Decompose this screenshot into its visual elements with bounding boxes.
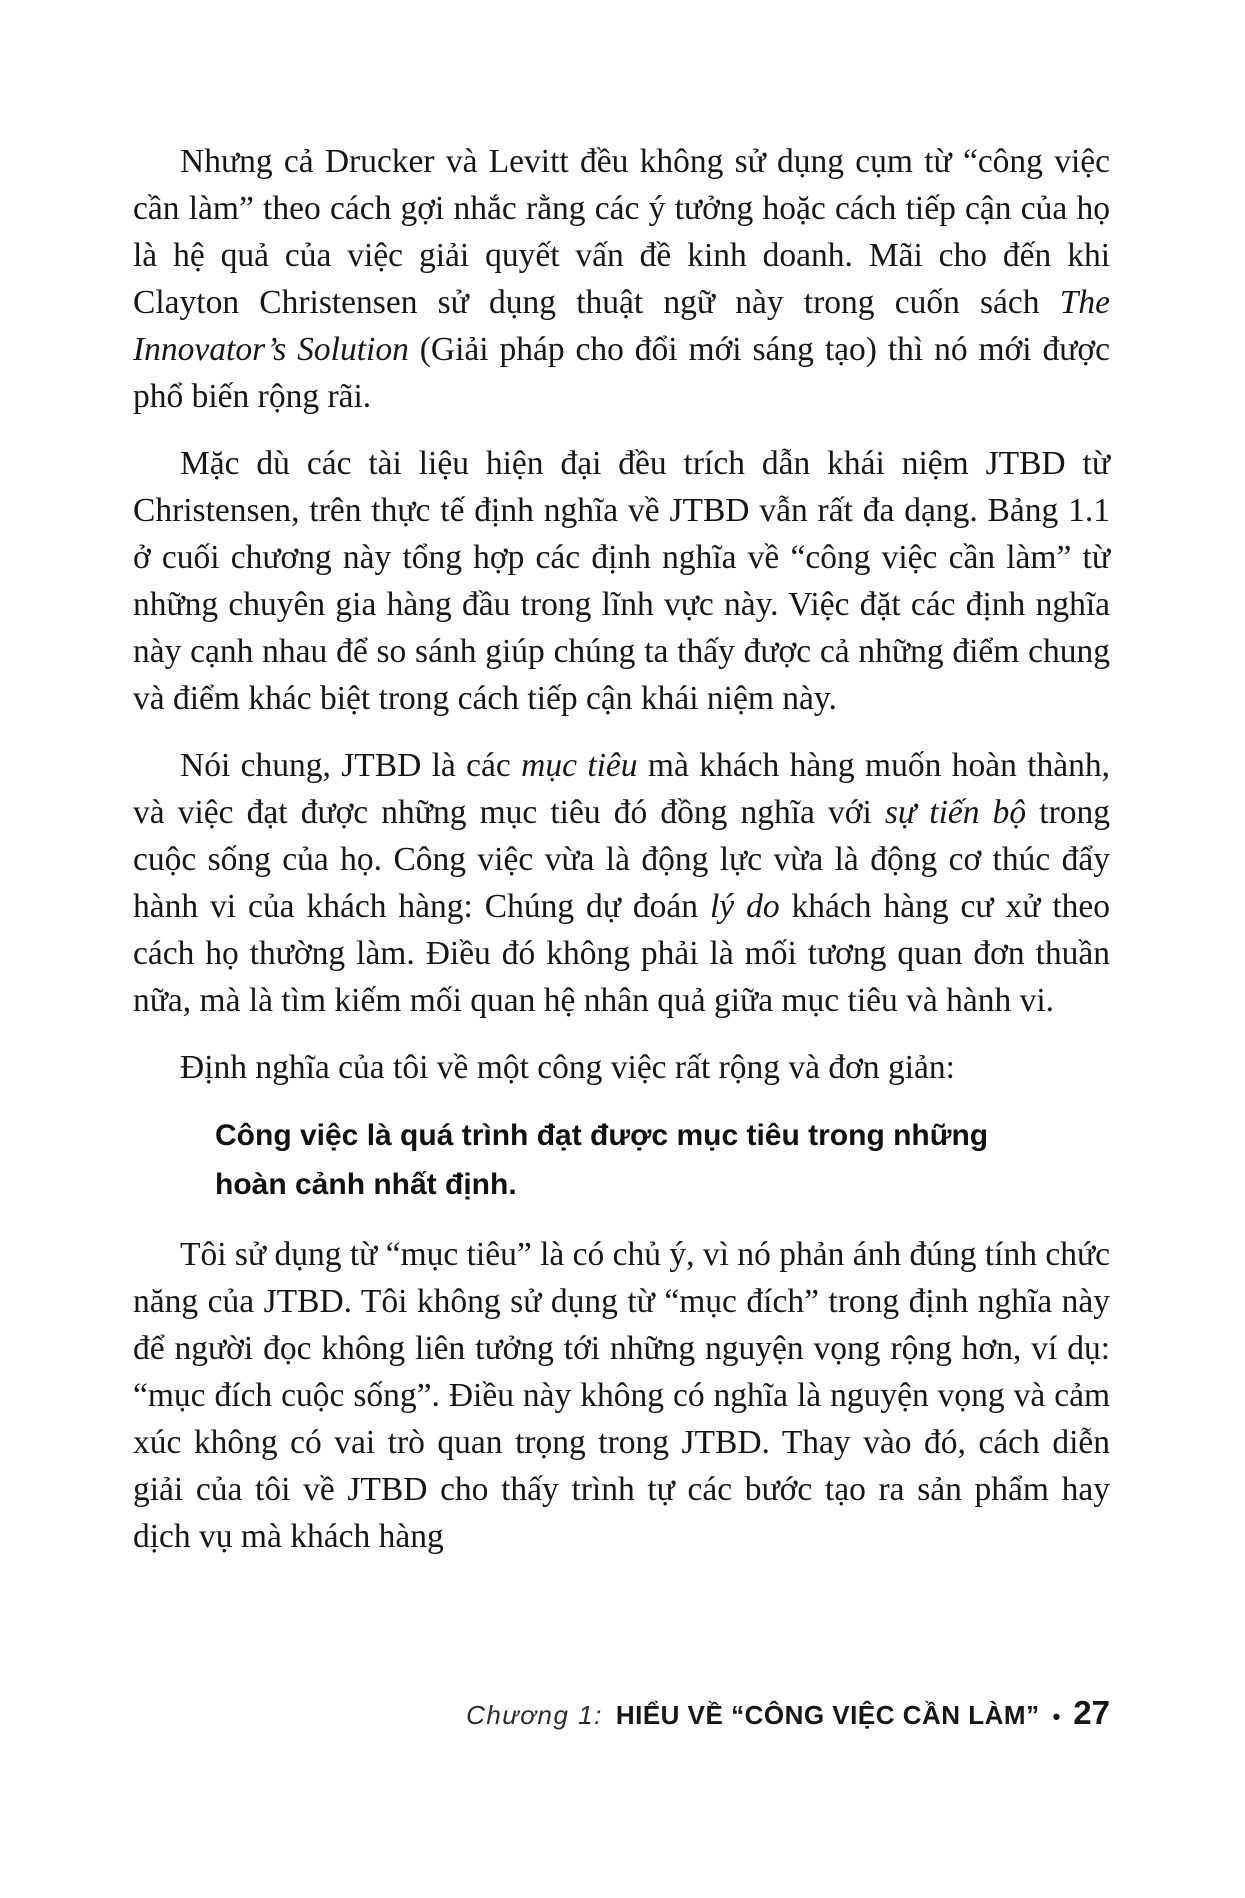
text-segment: mục tiêu (521, 747, 638, 784)
text-segment: Công việc là quá trình đạt được mục tiêu trong những hoàn cảnh nhất định. (215, 1119, 989, 1201)
paragraph-jtbd-goals (133, 742, 1110, 1024)
page-number: 27 (1073, 1694, 1110, 1731)
text-segment: Nói chung, JTBD là các (180, 747, 522, 784)
text-segment: Nhưng cả Drucker và Levitt đều không sử dụng cụm từ “công việc cần làm” theo cách gợi nhắc rằng các ý tưởng hoặc cách tiếp cận của họ là hệ quả của việc giải quyết vấn đề kinh doanh. Mãi cho đến khi Clayton Christensen sử dụng thuật ngữ này trong cuốn sách (133, 143, 1110, 321)
bullet-separator: • (1052, 1704, 1061, 1729)
definition-quote-block (215, 1111, 1020, 1209)
text-segment: The Innovator’s Solution (133, 284, 1110, 368)
paragraph-muc-tieu-explanation (133, 1231, 1110, 1560)
page-footer (466, 1694, 1110, 1732)
paragraph-definition-intro (133, 1044, 1110, 1091)
page-body-text (133, 138, 1110, 1580)
text-segment: khách hàng cư xử theo cách họ thường làm. Điều đó không phải là mối tương quan đơn thuần nữa, mà là tìm kiếm mối quan hệ nhân quả giữa mục tiêu và hành vi. (133, 888, 1111, 1019)
text-segment: mà khách hàng muốn hoàn thành, và việc đạt được những mục tiêu đó đồng nghĩa với (133, 747, 1111, 831)
text-segment: (Giải pháp cho đổi mới sáng tạo) thì nó mới được phổ biến rộng rãi. (133, 331, 1110, 415)
chapter-title: HIỂU VỀ “CÔNG VIỆC CẦN LÀM” (615, 1700, 1040, 1730)
text-segment: Tôi sử dụng từ “mục tiêu” là có chủ ý, vì nó phản ánh đúng tính chức năng của JTBD. Tôi không sử dụng từ “mục đích” trong định nghĩa này để người đọc không liên tưởng tới những nguyện vọng rộng hơn, ví dụ: “mục đích cuộc sống”. Điều này không có nghĩa là nguyện vọng và cảm xúc không có vai trò quan trọng trong JTBD. Thay vào đó, cách diễn giải của tôi về JTBD cho thấy trình tự các bước tạo ra sản phẩm hay dịch vụ mà khách hàng (133, 1236, 1110, 1555)
text-segment: Mặc dù các tài liệu hiện đại đều trích dẫn khái niệm JTBD từ Christensen, trên thực tế định nghĩa về JTBD vẫn rất đa dạng. Bảng 1.1 ở cuối chương này tổng hợp các định nghĩa về “công việc cần làm” từ những chuyên gia hàng đầu trong lĩnh vực này. Việc đặt các định nghĩa này cạnh nhau để so sánh giúp chúng ta thấy được cả những điểm chung và điểm khác biệt trong cách tiếp cận khái niệm này. (133, 445, 1110, 717)
text-segment: lý do (709, 888, 780, 925)
text-segment: Định nghĩa của tôi về một công việc rất rộng và đơn giản: (180, 1049, 955, 1086)
text-segment: trong cuộc sống của họ. Công việc vừa là động lực vừa là động cơ thúc đẩy hành vi của khách hàng: Chúng dự đoán (133, 794, 1110, 925)
paragraph-drucker-levitt (133, 138, 1110, 420)
paragraph-jtbd-definitions (133, 440, 1110, 722)
chapter-label: Chương 1: (466, 1700, 603, 1730)
text-segment: sự tiến bộ (884, 794, 1027, 831)
